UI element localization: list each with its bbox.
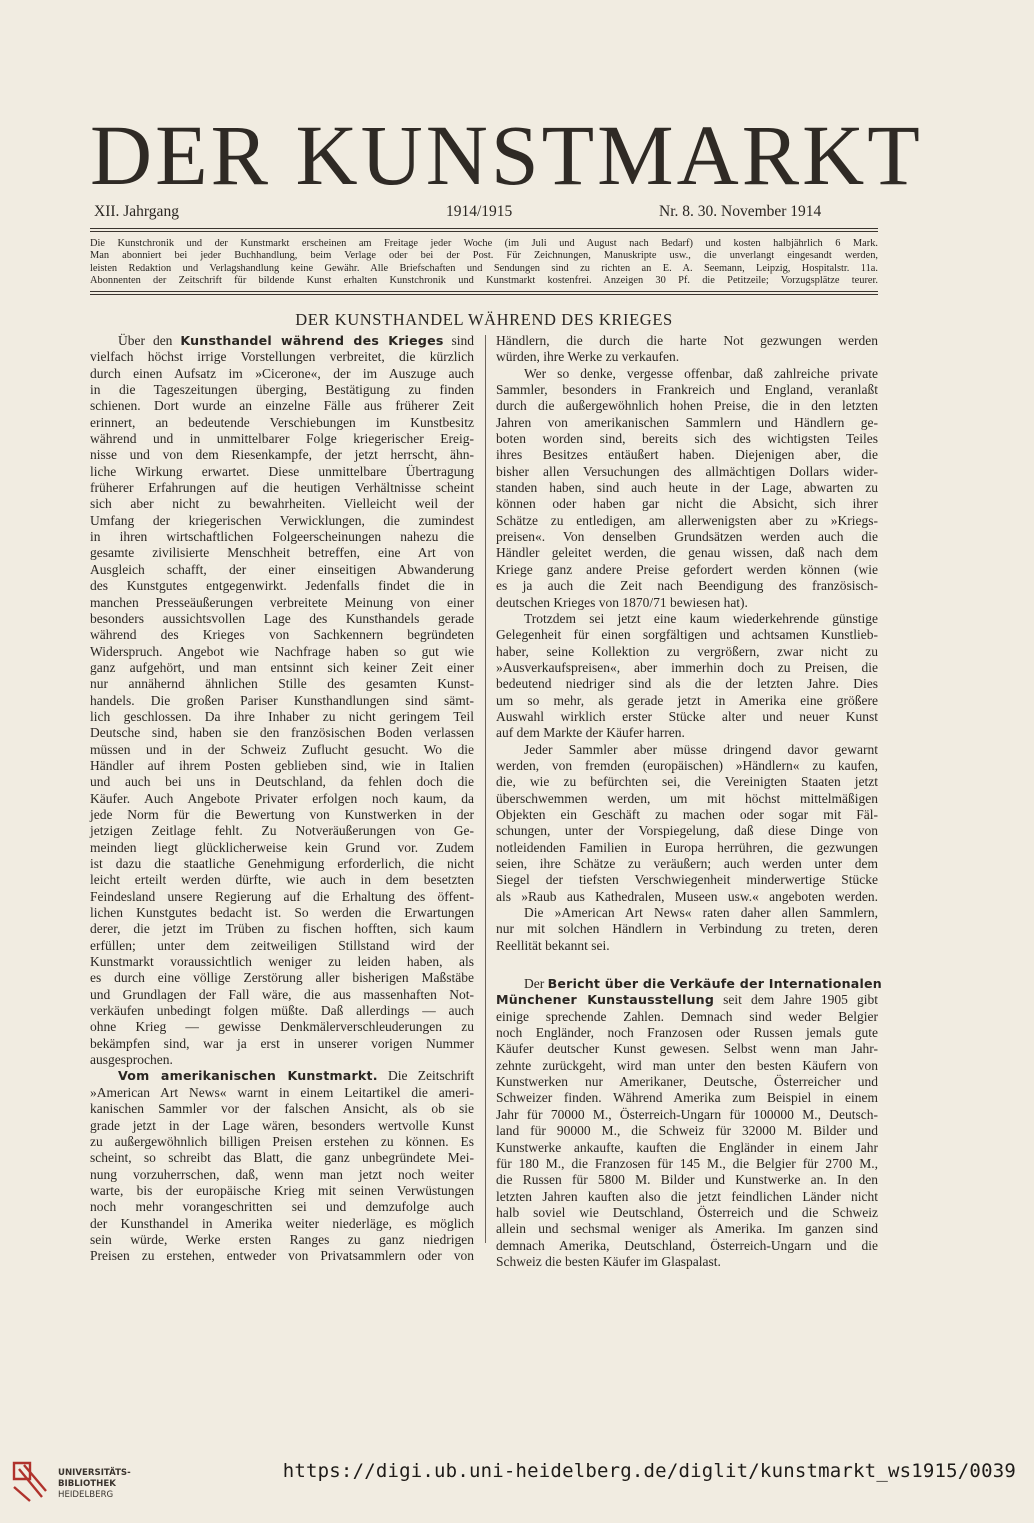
text-line: ganz aufgehört, und man entsinnt sich keiner Zeit einer bbox=[90, 659, 474, 675]
text-line: Deutsche sind, haben sie den französischen Boden verlassen bbox=[90, 725, 474, 741]
notice-line: Abonnenten der Zeitschrift für bildende Kunst erhalten Kunstchronik und Kunstmarkt kostenfrei. Anzeigen 30 Pf. die Petitzeile; Vorzugsplätze teurer. bbox=[90, 275, 878, 287]
text-line: des Kunstgutes entgegenwirkt. Jedenfalls findet die in bbox=[90, 578, 474, 594]
text-line: Jeder Sammler aber müsse dringend davor gewarnt bbox=[524, 741, 878, 757]
text-line: können oder haben gar nicht die Absicht, sich ihrer bbox=[496, 496, 878, 512]
rule-top bbox=[90, 228, 878, 229]
text-line: boten worden sind, bereits sich des wichtigsten Teiles bbox=[496, 431, 878, 447]
text-line: einige sprechende Zahlen. Demnach sind weder Belgier bbox=[496, 1008, 878, 1024]
text-line: würden, ihre Werke zu verkaufen. bbox=[496, 349, 680, 365]
text-line: Gelegenheit für einen sorgfältigen und achtsamen Kunstlieb- bbox=[496, 627, 878, 643]
text-line: »Ausverkaufspreisen«, aber immerhin doch zu Preisen, die bbox=[496, 659, 878, 675]
notice-line: Man abonniert bei jeder Buchhandlung, beim Verlage oder bei der Post. Für Zeichnungen, Manuskripte usw., die unverlangt eingesandt werden, bbox=[90, 250, 878, 262]
subscription-notice bbox=[90, 238, 878, 288]
text-line: Sammler, besonders in Frankreich und England, veranlaßt bbox=[496, 382, 878, 398]
right-column bbox=[496, 333, 882, 1270]
text-line: zehnte zurückgeht, wird man unter den besten Käufern von bbox=[496, 1057, 878, 1073]
text-line: Die »American Art News« raten daher allen Sammlern, bbox=[524, 905, 878, 921]
library-name-line: BIBLIOTHEK bbox=[58, 1479, 116, 1489]
text-run: sind bbox=[443, 333, 474, 348]
rule-notice-bottom-thin bbox=[90, 294, 878, 295]
text-line: Schätze zu entledigen, am allerwenigsten aber zu »Kriegs- bbox=[496, 512, 878, 528]
text-line: Schweizer finden. Während Amerika zum Beispiel in einem bbox=[496, 1090, 878, 1106]
text-line: durch die außergewöhnlich hohen Preise, die in den letzten bbox=[496, 398, 878, 414]
year-label: 1914/1915 bbox=[446, 203, 513, 220]
text-run: Über den bbox=[118, 333, 181, 348]
text-line: kanischen Sammler vor der falschen Ansicht, als ob sie bbox=[90, 1101, 474, 1117]
text-line: als »Raub aus Kathedralen, Museen usw.« angeboten werden. bbox=[496, 888, 878, 904]
text-line bbox=[496, 992, 878, 1008]
text-line: verkäufen unbedingt folgen müßte. Daß allerdings — auch bbox=[90, 1003, 474, 1019]
text-line: die, wie zu befürchten sei, die Vereinigten Staaten jetzt bbox=[496, 774, 878, 790]
text-line: ausgesprochen. bbox=[90, 1052, 173, 1068]
text-line: Käufer. Auch Angebote Privater erfolgen noch kaum, da bbox=[90, 790, 474, 806]
text-line: besonders aussichtsvollen Lage des Kunsthandels gerade bbox=[90, 610, 474, 626]
text-line: letzten Jahren kauften also die jetzt feindlichen Länder nicht bbox=[496, 1188, 878, 1204]
text-line: Umfang der kriegerischen Verwicklungen, die zumindest bbox=[90, 512, 474, 528]
text-line: Objekten ein Geschäft zu machen oder sogar mit Fäl- bbox=[496, 806, 878, 822]
text-line: nung vorzuherrschen, daß, wenn man jetzt noch weiter bbox=[90, 1166, 474, 1182]
text-line: bekämpfen sind, war ja erst in unserer vorigen Nummer bbox=[90, 1035, 474, 1051]
text-run: Der bbox=[524, 976, 548, 992]
text-line bbox=[90, 333, 474, 349]
text-line: vielfach höchst irrige Vorstellungen verbreitet, die kürzlich bbox=[90, 349, 474, 365]
text-line: während und in unmittelbarer Folge kriegerischer Ereig- bbox=[90, 431, 474, 447]
text-line: um so mehr, als gerade jetzt in Amerika eine größere bbox=[496, 692, 878, 708]
library-name-line: UNIVERSITÄTS- bbox=[58, 1468, 131, 1478]
bold-run: Kunsthandel während des Krieges bbox=[180, 333, 444, 348]
text-line: müssen und in der Schweiz Zuflucht gesucht. Wo die bbox=[90, 741, 474, 757]
text-line: noch Engländer, noch Franzosen oder Russen jemals gute bbox=[496, 1025, 878, 1041]
text-line: früherer Erfahrungen auf die heutigen Verhältnisse scheint bbox=[90, 480, 474, 496]
source-url-link[interactable]: https://digi.ub.uni-heidelberg.de/diglit/kunstmarkt_ws1915/0039 bbox=[282, 1460, 1016, 1482]
text-line: Preisen zu erstehen, entweder von Privatsammlern oder von bbox=[90, 1248, 474, 1264]
text-line: leicht erteilt werden dürfte, wie auch in dem besetzten bbox=[90, 872, 474, 888]
text-line: es durch eine völlige Zerstörung aller bisherigen Maßstäbe bbox=[90, 970, 474, 986]
text-line: derer, die jetzt im Trüben zu fischen hofften, sich kaum bbox=[90, 921, 474, 937]
text-line: Wer so denke, vergesse offenbar, daß zahlreiche private bbox=[524, 365, 878, 381]
text-line: bisher allen Versuchungen des allmächtigen Dollars wider- bbox=[496, 463, 878, 479]
text-line: sein würde, Werke ersten Ranges zu ganz niedrigen bbox=[90, 1231, 474, 1247]
notice-line: leisten Redaktion und Verlagshandlung keine Gewähr. Alle Briefschaften und Sendungen sind zu richten an E. A. Seemann, Leipzig, Hospitalstr. 11a. bbox=[90, 262, 878, 274]
text-line: Widerspruch. Angebot wie Nachfrage haben so gut wie bbox=[90, 643, 474, 659]
text-line: lichen Kunstgutes bedacht ist. So werden die Erwartungen bbox=[90, 905, 474, 921]
library-name-line: HEIDELBERG bbox=[58, 1490, 114, 1500]
text-line: meinden liegt glücklicherweise kein Grund vor. Zudem bbox=[90, 839, 474, 855]
text-line: zu außergewöhnlich billigen Preisen erstehen zu können. Es bbox=[90, 1133, 474, 1149]
text-line: die Russen für 5800 M. Bilder und Kunstwerke an. In den bbox=[496, 1172, 878, 1188]
left-column bbox=[90, 333, 474, 1265]
column-divider bbox=[485, 335, 486, 1243]
text-line: und auch bei uns in Deutschland, da fehlen doch die bbox=[90, 774, 474, 790]
text-line: Kunstwerke ankaufte, kauften die Engländer in einem Jahr bbox=[496, 1139, 878, 1155]
text-line: notleidenden Familien in Europa herrühren, die gezwungen bbox=[496, 839, 878, 855]
text-line: gesamte zivilisierte Menschheit betreffen, eine Art von bbox=[90, 545, 474, 561]
text-line: Händler auf ihrem Posten geblieben sind, wie in Italien bbox=[90, 757, 474, 773]
library-name bbox=[58, 1468, 131, 1501]
text-line: demnach Amerika, Deutschland, Österreich-Ungarn und die bbox=[496, 1237, 878, 1253]
text-line: Kunstmarkt voraussichtlich weniger zu leiden haben, als bbox=[90, 954, 474, 970]
rule-top-thin bbox=[90, 231, 878, 232]
library-logo-icon bbox=[10, 1457, 50, 1503]
text-line bbox=[90, 1068, 474, 1084]
text-line: lich geschlossen. Da ihre Inhaber zu nicht geringem Teil bbox=[90, 708, 474, 724]
text-line: ohne Krieg — gewisse Denkmälerverschleuderungen zu bbox=[90, 1019, 474, 1035]
text-line: der Kunsthandel in Amerika weiter niederläge, es möglich bbox=[90, 1215, 474, 1231]
text-line: haber, seine Kollektion zu vergrößern, zwar nicht zu bbox=[496, 643, 878, 659]
text-run: seit dem Jahre 1905 gibt bbox=[714, 992, 878, 1008]
text-line: werden, von fremden (europäischen) »Händlern« zu kaufen, bbox=[496, 757, 878, 773]
text-line: Auswahl wirklich erster Stücke alter und neuer Kunst bbox=[496, 708, 878, 724]
text-line: schienen. Dort wurde an einzelne Fälle aus früherer Zeit bbox=[90, 398, 474, 414]
text-line: Schweiz die besten Käufer im Glaspalast. bbox=[496, 1253, 721, 1269]
bold-run: Bericht über die Verkäufe der Internationalen bbox=[547, 976, 882, 992]
text-line: schungen, unter der Vorspiegelung, daß diese Dinge von bbox=[496, 823, 878, 839]
notice-line: Die Kunstchronik und der Kunstmarkt erscheinen am Freitage jeder Woche (im Juli und August nach Bedarf) und kosten halbjährlich 6 Mark. bbox=[90, 238, 878, 249]
text-line: land für 90000 M., die Schweiz für 32000 M. Bilder und bbox=[496, 1123, 878, 1139]
text-run: Die Zeitschrift bbox=[377, 1068, 474, 1084]
text-line: deutschen Krieges von 1870/71 bewiesen hat). bbox=[496, 594, 748, 610]
volume-label: XII. Jahrgang bbox=[94, 203, 179, 220]
text-line: sich aber nicht zu bewahrheiten. Vielleicht weil der bbox=[90, 496, 474, 512]
text-line: nisse und von dem Riesenkampfe, der jetzt herrscht, ähn- bbox=[90, 447, 474, 463]
issue-number-date: Nr. 8. 30. November 1914 bbox=[659, 203, 822, 220]
text-line: Jahren von amerikanischen Sammlern und Händlern ge- bbox=[496, 414, 878, 430]
text-line: Jahr für 70000 M., Österreich-Ungarn für 100000 M., Deutsch- bbox=[496, 1106, 878, 1122]
text-line: warte, bis der europäische Krieg mit seinen Verwüstungen bbox=[90, 1182, 474, 1198]
text-line: es ja auch die Zeit nach Beendigung des französisch- bbox=[496, 578, 878, 594]
text-line: nur annähernd ähnlichen Stille des gesamten Kunst- bbox=[90, 676, 474, 692]
text-line: Feindesland unsere Regierung auf die Erhaltung des öffent- bbox=[90, 888, 474, 904]
text-line: Trotzdem sei jetzt eine kaum wiederkehrende günstige bbox=[524, 610, 878, 626]
text-line: in ihren wirtschaftlichen Folgeerscheinungen nahezu die bbox=[90, 529, 474, 545]
rule-notice-bottom bbox=[90, 291, 878, 292]
text-line: scheint, so schreibt das Blatt, die ganz unbegründete Mei- bbox=[90, 1150, 474, 1166]
text-line: während des Krieges von Sachkennern begründeten bbox=[90, 627, 474, 643]
text-line: ihres Besitzes entäußert haben. Diejenigen aber, die bbox=[496, 447, 878, 463]
text-line: Händlern, die durch die harte Not gezwungen werden bbox=[496, 333, 878, 348]
text-line: Reellität bekannt sei. bbox=[496, 937, 610, 953]
text-line: in die Tageszeitungen überging, Bestätigung zu finden bbox=[90, 382, 474, 398]
masthead-title: DER KUNSTMARKT bbox=[90, 107, 923, 203]
text-line: liche Wirkung erwartet. Diese unmittelbare Übertragung bbox=[90, 463, 474, 479]
text-line: halb soviel wie Deutschland, Österreich und die Schweiz bbox=[496, 1204, 878, 1220]
text-line: und Grundlagen der Fall wäre, die aus massenhaften Not- bbox=[90, 986, 474, 1002]
text-line: allein und sechsmal weniger als Amerika. Im ganzen sind bbox=[496, 1221, 878, 1237]
text-line: seien, ihre Schätze zu veräußern; auch werden unter dem bbox=[496, 856, 878, 871]
text-line: noch mehr vorangeschritten sei und demzufolge auch bbox=[90, 1199, 474, 1215]
text-line: nur mit solchen Händlern in Verbindung zu treten, deren bbox=[496, 921, 878, 937]
text-line: jede Norm für die Bewertung von Kunstwerken in der bbox=[90, 806, 474, 822]
text-line: preisen«. Von denselben Grundsätzen werden auch die bbox=[496, 529, 878, 545]
bold-run: Münchener Kunstausstellung bbox=[496, 992, 715, 1008]
text-line: durch einen Aufsatz im »Cicerone«, der im Auszuge auch bbox=[90, 365, 474, 381]
text-line: erinnert, an bedeutende Verschiebungen im Kunstbesitz bbox=[90, 414, 474, 430]
text-line: Ausgleich schafft, der einer einseitigen Abwanderung bbox=[90, 561, 474, 577]
text-line: grade jetzt in der Lage wären, besonders wertvolle Kunst bbox=[90, 1117, 474, 1133]
text-line: Kriege ganz andere Preise gefordert werden können (wie bbox=[496, 561, 878, 577]
text-line: überschwemmen werden, um mit höchst mittelmäßigen bbox=[496, 790, 878, 806]
text-line: bedeutend niedriger sind als die der letzten Jahre. Dies bbox=[496, 676, 878, 692]
text-line: handels. Die großen Pariser Kunsthandlungen sind sämt- bbox=[90, 692, 474, 708]
text-line: Händler geleitet werden, die genau wissen, daß nach dem bbox=[496, 545, 878, 561]
text-line: erfüllen; unter dem zeitweiligen Stillstand wird der bbox=[90, 937, 474, 953]
text-line: ist dazu die staatliche Genehmigung erforderlich, die nicht bbox=[90, 856, 474, 871]
text-line: »American Art News« warnt in einem Leitartikel die ameri- bbox=[90, 1084, 474, 1100]
text-line: Siegel der tiefsten Verschwiegenheit minderwertige Stücke bbox=[496, 872, 878, 888]
article-headline: DER KUNSTHANDEL WÄHREND DES KRIEGES bbox=[295, 310, 673, 329]
text-line: für 180 M., die Franzosen für 145 M., die Belgier für 2700 M., bbox=[496, 1155, 878, 1171]
text-line: Kunstwerken nur Amerikaner, Deutsche, Österreicher und bbox=[496, 1074, 878, 1090]
bold-run: Vom amerikanischen Kunstmarkt. bbox=[118, 1068, 378, 1084]
text-line: Käufer deutscher Kunst gewesen. Selbst wenn man Jahr- bbox=[496, 1041, 878, 1057]
text-line: auf dem Markte der Käufer harren. bbox=[496, 725, 685, 741]
text-line bbox=[496, 976, 882, 992]
text-line: manchen Presseäußerungen verbreitete Meinung von einer bbox=[90, 594, 474, 610]
text-line: jetzigen Zeitlage fehlt. Zu Notveräußerungen von Ge- bbox=[90, 823, 474, 839]
text-line: standen haben, sind auch heute in der Lage, abwarten zu bbox=[496, 480, 878, 496]
